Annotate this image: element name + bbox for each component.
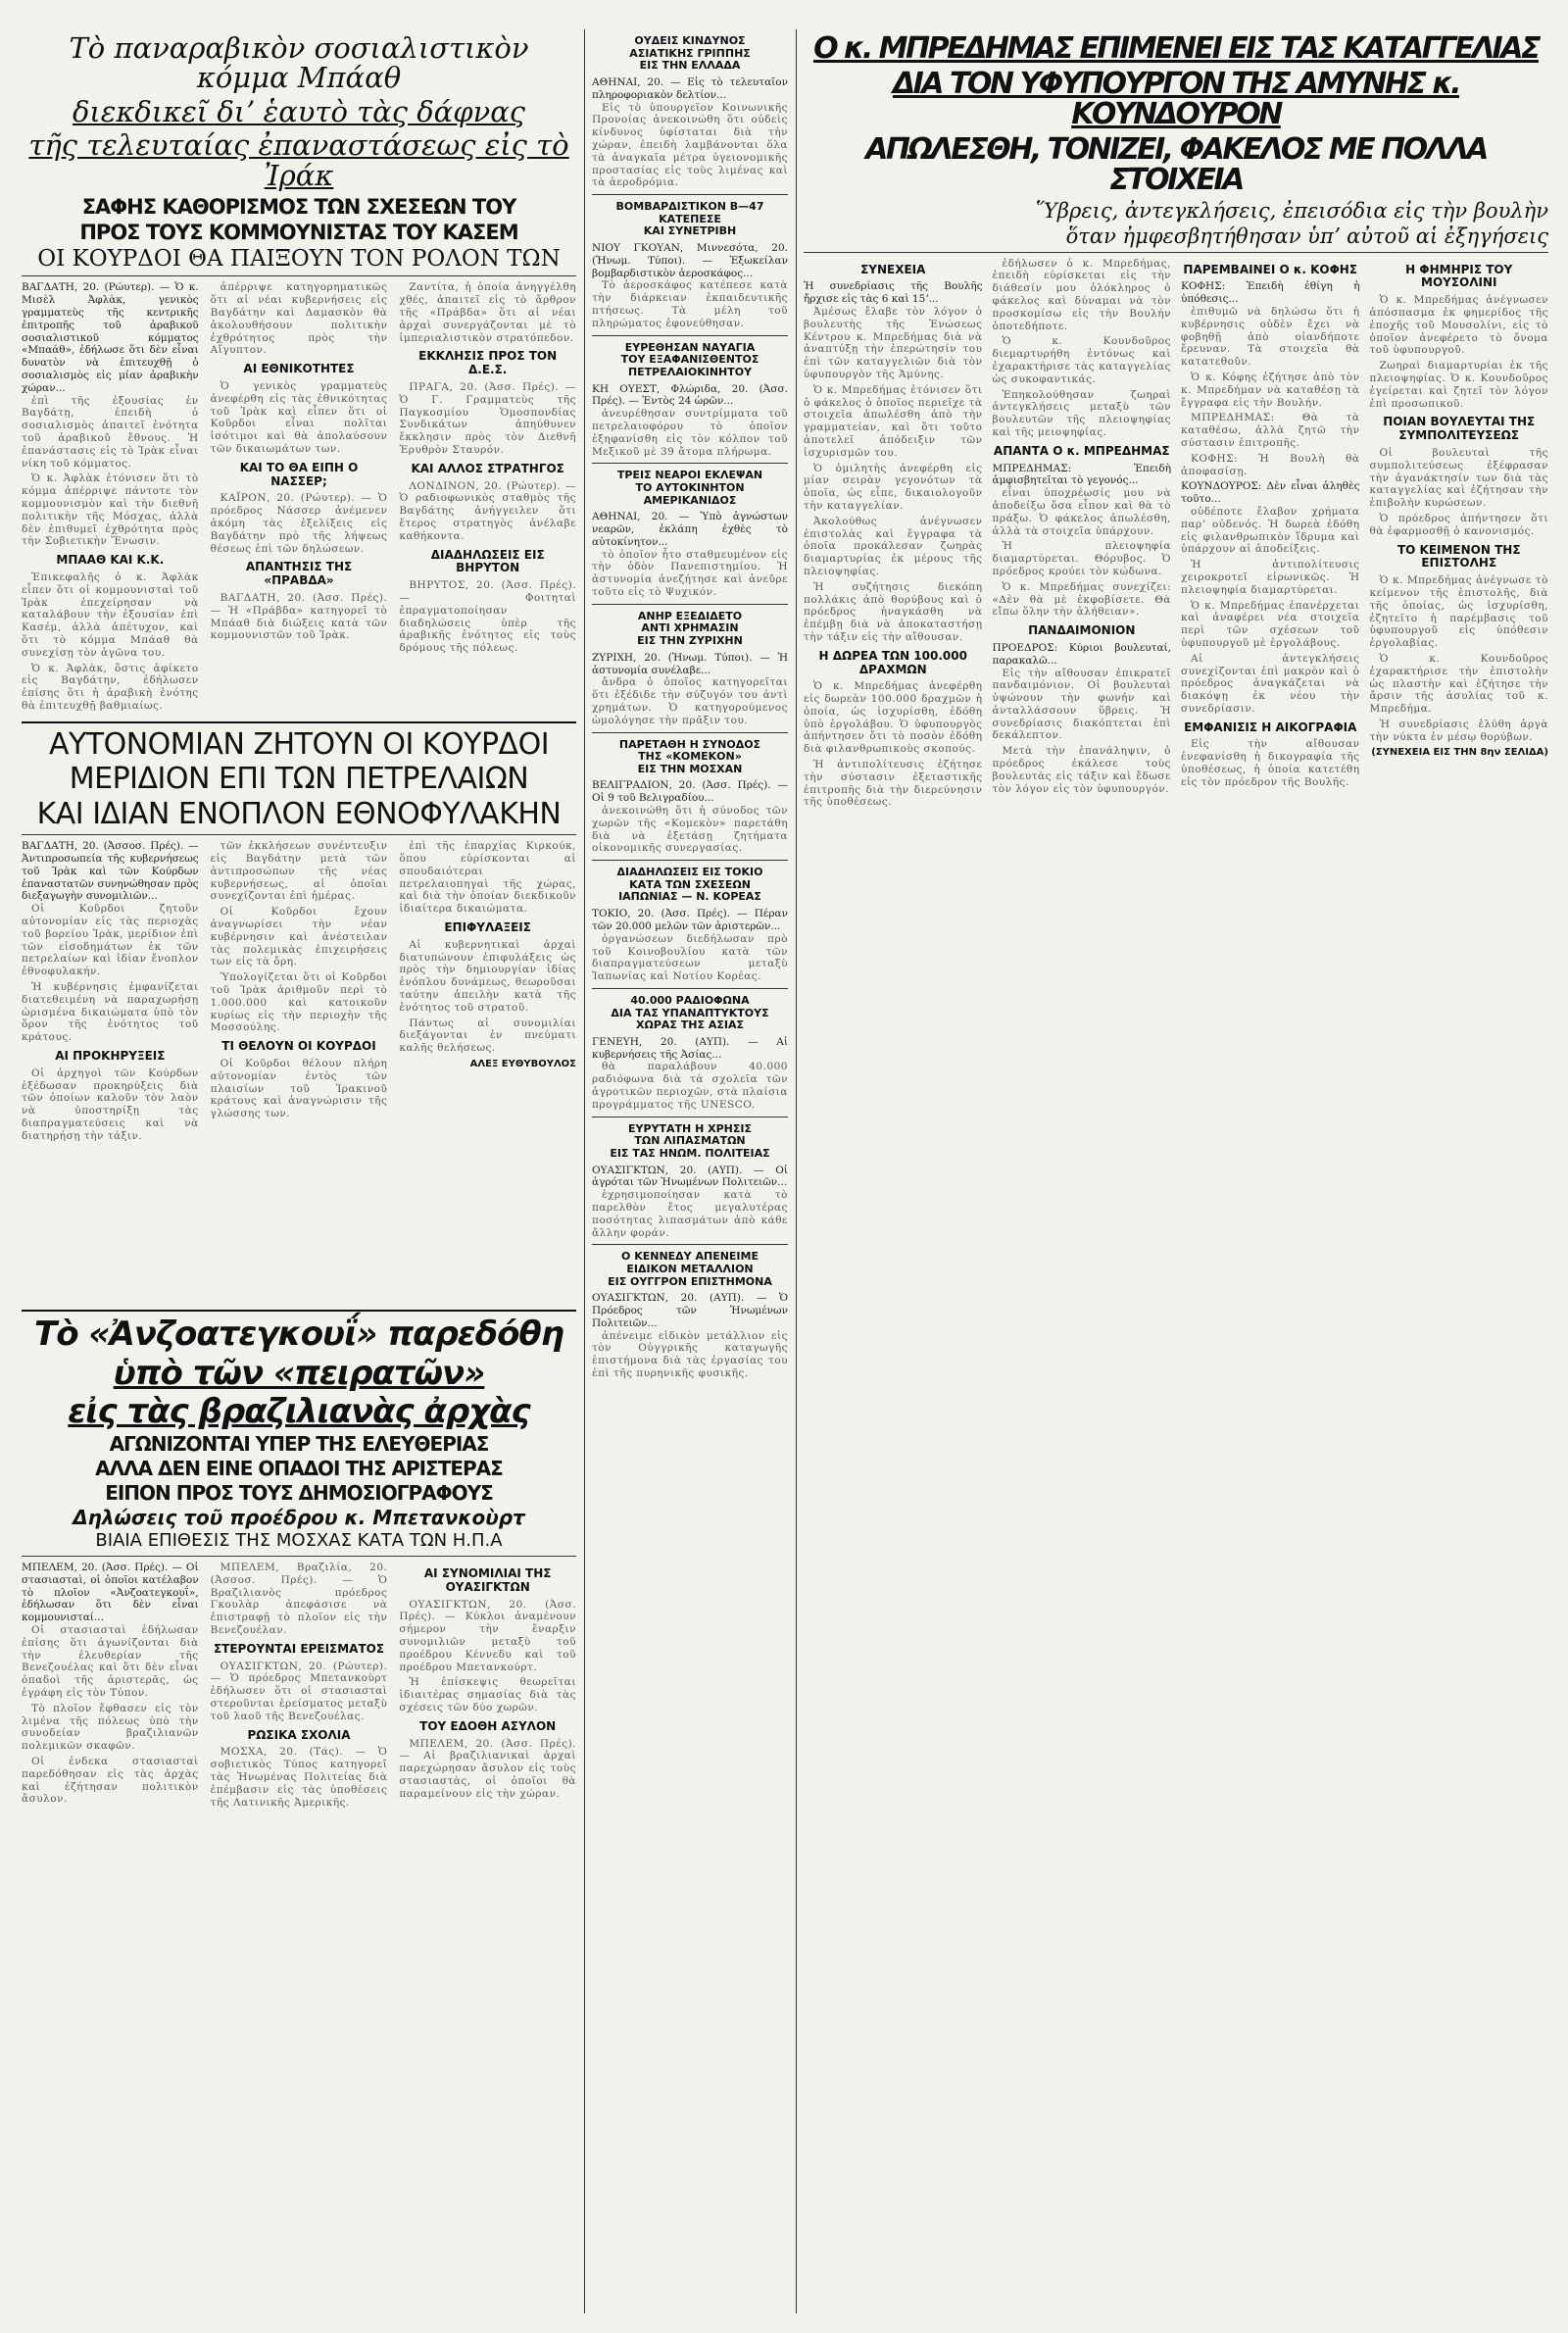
main-story-body: ΣΥΝΕΧΕΙΑ Ἡ συνεδρίασις τῆς Βουλῆς ἤρχισε εἰς τὰς 6 καὶ 15ʼ... Ἀμέσως ἔλαβε τὸν λόγον ὁ βουλευτὴς τῆς Ἑνώσεως Κέντρου κ. Μπρεδήμας διὰ νὰ ἀναπτύξῃ τὴν ἐπερώτησίν του ἐπὶ τῶν καταγγελιῶν διὰ τὸν ὑφυπουργὸν τῆς Ἀμύνης. Ὁ κ. Μπρεδήμας ἐτόνισεν ὅτι ὁ φάκελος ὁ ὁποῖος περιεῖχε τὰ στοιχεῖα ἀπωλέσθη ἀπὸ τὴν γραμματείαν, καὶ ὅτι τοῦτο ἀποτελεῖ ἀπόδειξιν τῶν ἰσχυρισμῶν του. Ὁ ὁμιλητὴς ἀνεφέρθη εἰς μίαν σειρὰν γεγονότων τὰ ὁποῖα, ὡς εἶπε, δικαιολογοῦν τὴν καταγγελίαν. Ἀκολούθως ἀνέγνωσεν ἐπιστολὰς καὶ ἔγγραφα τὰ ὁποῖα προκάλεσαν ζωηρὰς διαμαρτυρίας ἐκ μέρους τῆς πλειοψηφίας. Ἡ συζήτησις διεκόπη πολλάκις ἀπὸ θορύβους καὶ ὁ πρόεδρος ἠναγκάσθη νὰ ἐπέμβῃ διὰ νὰ ἀποκαταστήσῃ τὴν τάξιν εἰς τὴν αἴθουσαν. Η ΔΩΡΕΑ ΤΩΝ 100.000 ΔΡΑΧΜΩΝ Ὁ κ. Μπρεδήμας ἀνεφέρθη εἰς δωρεὰν 100.000 δραχμῶν ἡ ὁποία, ὡς ἰσχυρίσθη, ἐδόθη ὑπὸ ἐργολάβου. Ὁ ὑφυπουργὸς ἀπήντησεν ὅτι τὸ ποσὸν ἐδόθη διὰ φιλανθρωπικοὺς σκοπούς. Ἡ ἀντιπολίτευσις ἐζήτησε τὴν σύστασιν ἐξεταστικῆς ἐπιτροπῆς διὰ τὴν διερεύνησιν τῆς ὑποθέσεως. ἐδήλωσεν ὁ κ. Μπρεδήμας, ἐπειδὴ εὑρίσκεται εἰς τὴν διάθεσίν μου ὁλόκληρος ὁ φάκελος καὶ δύναμαι νὰ τὸν προσκομίσω εἰς τὴν Βουλήν ὁποτεδήποτε. Ὁ κ. Κουνδοῦρος διεμαρτυρήθη ἐντόνως καὶ ἐχαρακτήρισε τὰς καταγγελίας ὡς συκοφαντικάς. Ἐπηκολούθησαν ζωηραὶ ἀντεγκλήσεις μεταξὺ τῶν βουλευτῶν τῆς πλειοψηφίας καὶ τῆς μειοψηφίας. ΑΠΑΝΤΑ Ο κ. ΜΠΡΕΔΗΜΑΣ ΜΠΡΕΔΗΜΑΣ: Ἐπειδὴ ἀμφισβητεῖται τὸ γεγονός... εἶναι ὑποχρέωσίς μου νὰ ἀποδείξω ὅσα εἶπον καὶ θὰ τὸ πράξω. Ὁ φάκελος ἀπωλέσθη, ἀλλὰ τὰ στοιχεῖα ὑπάρχουν. Ἡ πλειοψηφία διαμαρτύρεται. Θόρυβος. Ὁ πρόεδρος κρούει τὸν κώδωνα. Ὁ κ. Μπρεδήμας συνεχίζει: «Δὲν θὰ μὲ ἐκφοβίσετε. Θὰ εἴπω ὅλην τὴν ἀλήθειαν». ΠΑΝΔΑΙΜΟΝΙΟΝ ΠΡΟΕΔΡΟΣ: Κύριοι βουλευταί, παρακαλῶ... Εἰς τὴν αἴθουσαν ἐπικρατεῖ πανδαιμόνιον. Οἱ βουλευταὶ ὑψώνουν τὴν φωνήν καὶ ἀνταλλάσσουν ὕβρεις. Ἡ συνεδρίασις διακόπτεται ἐπὶ δεκάλεπτον. Μετὰ τὴν ἐπανάληψιν, ὁ πρόεδρος ἐκάλεσε τοὺς βουλευτὰς εἰς τάξιν καὶ ἔδωσε τὸν λόγον εἰς τὸν ὑφυπουργόν. ΠΑΡΕΜΒΑΙΝΕΙ Ο κ. ΚΟΦΗΣ ΚΟΦΗΣ: Ἐπειδὴ ἐθίγη ἡ ὑπόθεσις... ἐπιθυμῶ νὰ δηλώσω ὅτι ἡ κυβέρνησις οὐδὲν ἔχει νὰ φοβηθῇ ἀπὸ οἱανδήποτε ἔρευναν. Τὰ στοιχεῖα θὰ κατατεθοῦν. Ὁ κ. Κόφης ἐζήτησε ἀπὸ τὸν κ. Μπρεδήμαν νὰ καταθέσῃ τὰ ἔγγραφα εἰς τὴν Βουλήν. ΜΠΡΕΔΗΜΑΣ: Θὰ τὰ καταθέσω, ἀλλὰ ζητῶ τὴν σύστασιν ἐπιτροπῆς. ΚΟΦΗΣ: Ἡ Βουλὴ θὰ ἀποφασίσῃ. ΚΟΥΝΔΟΥΡΟΣ: Δὲν εἶναι ἀληθὲς τοῦτο... οὐδέποτε ἔλαβον χρήματα παρʼ οὐδενός. Ἡ δωρεὰ ἐδόθη εἰς φιλανθρωπικὸν ἵδρυμα καὶ ὑπάρχουν αἱ ἀποδείξεις. Ἡ ἀντιπολίτευσις χειροκροτεῖ εἰρωνικῶς. Ἡ πλειοψηφία διαμαρτύρεται. Ὁ κ. Μπρεδήμας ἐπανέρχεται καὶ ἀναφέρει νέα στοιχεῖα περὶ τῶν σχέσεων τοῦ ὑφυπουργοῦ μὲ ἐργολάβους. Αἱ ἀντεγκλήσεις συνεχίζονται ἐπὶ μακρὸν καὶ ὁ πρόεδρος ἀναγκάζεται νὰ διακόψῃ ἐκ νέου τὴν συνεδρίασιν. ΕΜΦΑΝΙΣΙΣ Η ΑΙΚΟΓΡΑΦΙΑ Εἰς τὴν αἴθουσαν ἐνεφανίσθη ἡ δικογραφία τῆς ὑποθέσεως, ἡ ὁποία κατετέθη εἰς τὸν πρόεδρον τῆς Βουλῆς. Η ΦΗΜΗΡΙΣ ΤΟΥ ΜΟΥΣΟΛΙΝΙ Ὁ κ. Μπρεδήμας ἀνέγνωσεν ἀπόσπασμα ἐκ φημερίδος τῆς ἐποχῆς τοῦ Μουσολίνι, εἰς τὸ ὁποῖον ἀνεφέρετο τὸ ὄνομα τοῦ ὑφυπουργοῦ. Ζωηραὶ διαμαρτυρίαι ἐκ τῆς πλειοψηφίας. Ὁ κ. Κουνδοῦρος ἐγείρεται καὶ ζητεῖ τὸν λόγον ἐπὶ προσωπικοῦ. ΠΟΙΑΝ ΒΟΥΛΕΥΤΑΙ ΤΗΣ ΣΥΜΠΟΛΙΤΕΥΣΕΩΣ Οἱ βουλευταὶ τῆς συμπολιτεύσεως ἐξέφρασαν τὴν ἀγανάκτησίν των διὰ τὰς καταγγελίας καὶ ἐζήτησαν τὴν ἐπιβολὴν κυρώσεων. Ὁ πρόεδρος ἀπήντησεν ὅτι θὰ ἐφαρμοσθῇ ὁ κανονισμός. ΤΟ ΚΕΙΜΕΝΟΝ ΤΗΣ ΕΠΙΣΤΟΛΗΣ Ὁ κ. Μπρεδήμας ἀνέγνωσε τὸ κείμενον τῆς ἐπιστολῆς, διὰ τῆς ὁποίας, ὡς ἰσχυρίσθη, ἐζητεῖτο ἡ παρέμβασις τοῦ ὑφυπουργοῦ εἰς ὑπόθεσιν ἐργολαβίας. Ὁ κ. Κουνδοῦρος ἐχαρακτήρισε τὴν ἐπιστολὴν ὡς πλαστὴν καὶ ἐζήτησε τὴν ἄρσιν τῆς ἀσυλίας τοῦ κ. Μπρεδήμα. Ἡ συνεδρίασις ἐλύθη ἀργὰ τὴν νύκτα ἐν μέσῳ θορύβων. (ΣΥΝΕΧΕΙΑ ΕΙΣ ΤΗΝ 8ην ΣΕΛΙΔΑ) <box>804 257 1548 809</box>
subhead: ΠΑΡΕΜΒΑΙΝΕΙ Ο κ. ΚΟΦΗΣ <box>1183 262 1358 276</box>
brief-text: ΒΕΛΙΓΡΑΔΙΟΝ, 20. (Ἀσσ. Πρές). — Οἱ 9 τοῦ Βελιγραδίου... <box>592 779 788 805</box>
brief-text: ΓΕΝΕΥΗ, 20. (ΑΥΠ). — Αἱ κυβερνήσεις τῆς Ἀσίας... <box>592 1035 788 1061</box>
subhead: ΣΤΕΡΟΥΝΤΑΙ ΕΡΕΙΣΜΑΤΟΣ <box>213 1641 385 1656</box>
subhead: ΑΠΑΝΤΗΣΙΣ ΤΗΣ «ΠΡΑΒΔΑ» <box>245 560 353 588</box>
left-article-body <box>22 281 576 715</box>
subhead: ΔΙΑΔΗΛΩΣΕΙΣ ΕΙΣ ΒΗΡΥΤΟΝ <box>430 547 545 575</box>
subhead: ΑΙ ΠΡΟΚΗΡΥΞΕΙΣ <box>55 1048 166 1063</box>
continued-label: ΣΥΝΕΧΕΙΑ <box>860 262 926 276</box>
article-text: ἐπὶ τῆς ἐπαρχίας Κιρκούκ, ὅπου εὑρίσκονται αἱ σπουδαιότεραι πετρελαιοπηγαὶ τῆς χώρας, καὶ διὰ τὴν ὁποίαν διεκδικοῦν ἰδιαίτερα δικαιώματα. <box>399 840 576 916</box>
main-subhead-line2: ὅταν ἠμφεσβητήθησαν ὑπʼ αὐτοῦ αἱ ἐξηγήσεις <box>1065 223 1548 248</box>
subhead: ΕΜΦΑΝΙΣΙΣ Η ΑΙΚΟΓΡΑΦΙΑ <box>1184 720 1357 734</box>
article-text: ΟΥΑΣΙΓΚΤΩΝ, 20. (Ἀσσ. Πρές). — Κύκλοι ἀναμένουν σήμερον τὴν ἔναρξιν συνομιλιῶν μεταξὺ τοῦ προέδρου Κέννεδυ καὶ τοῦ προέδρου Μπετανκούρτ. Ἡ ἐπίσκεψις θεωρεῖται ἰδιαιτέρας σημασίας διὰ τὰς σχέσεις τῶν δύο χωρῶν. <box>399 1598 576 1713</box>
article-text: Αἱ κυβερνητικαὶ ἀρχαὶ διατυπώνουν ἐπιφυλάξεις ὡς πρὸς τὴν δημιουργίαν ἰδίας ἐνόπλου δυνάμεως, θεωροῦσαι ταύτην ἀπειλὴν κατὰ τῆς ἑνότητος τοῦ στρατοῦ. Πάντως αἱ συνομιλίαι διεξάγονται ἐν πνεύματι καλῆς θελήσεως. <box>399 938 576 1055</box>
subhead: ΑΙ ΣΥΝΟΜΙΛΙΑΙ ΤΗΣ ΟΥΑΣΙΓΚΤΩΝ <box>423 1565 552 1594</box>
subhead: ΤΟΥ ΕΔΟΘΗ ΑΣΥΛΟΝ <box>419 1718 557 1733</box>
headline-line3: τῆς τελευταίας ἐπαναστάσεως εἰς τὸ Ἰράκ <box>28 128 569 192</box>
brief-headline: ΟΥΔΕΙΣ ΚΙΝΔΥΝΟΣ ΑΣΙΑΤΙΚΗΣ ΓΡΙΠΠΗΣ ΕΙΣ ΤΗΝ ΕΛΛΑΔΑ <box>629 34 751 73</box>
left-article <box>22 29 576 1323</box>
brief-text: ΝΙΟΥ ΓΚΟΥΑΝ, Μιννεσότα, 20. (Ἡνωμ. Τύποι). — Ἐξωκείλαν βομβαρδιστικὸν ἀεροσκάφος... <box>592 242 788 279</box>
subhead: ΡΩΣΙΚΑ ΣΧΟΛΙΑ <box>247 1727 351 1742</box>
subhead: ΠΑΝΔΑΙΜΟΝΙΟΝ <box>1028 623 1136 638</box>
headline-line6: ΟΙ ΚΟΥΡΔΟΙ ΘΑ ΠΑΙΞΟΥΝ ΤΟΝ ΡΟΛΟΝ ΤΩΝ <box>37 246 561 273</box>
kurds-headline-line2: ΜΕΡΙΔΙΟΝ ΕΠΙ ΤΩΝ ΠΕΤΡΕΛΑΙΩΝ <box>69 762 529 797</box>
news-briefs-column: ΟΥΔΕΙΣ ΚΙΝΔΥΝΟΣ ΑΣΙΑΤΙΚΗΣ ΓΡΙΠΠΗΣ ΕΙΣ ΤΗΝ ΕΛΛΑΔΑ ΑΘΗΝΑΙ, 20. — Εἰς τὸ τελευταῖον πληροφοριακὸν δελτίον... Εἰς τὸ ὑπουργεῖον Κοινωνικῆς Προνοίας ἀνεκοινώθη ὅτι οὐδεὶς κίνδυνος ὑφίσταται διὰ τὴν χώραν, ἐπειδὴ λαμβάνονται ὅλα τὰ ἀναγκαῖα μέτρα ὑγειονομικῆς προστασίας εἰς τοὺς λιμένας καὶ τὰ ἀεροδρόμια. ΒΟΜΒΑΡΔΙΣΤΙΚΟΝ Β—47 ΚΑΤΕΠΕΣΕ ΚΑΙ ΣΥΝΕΤΡΙΒΗ ΝΙΟΥ ΓΚΟΥΑΝ, Μιννεσότα, 20. (Ἡνωμ. Τύποι). — Ἐξωκείλαν βομβαρδιστικὸν ἀεροσκάφος... Τὸ ἀεροσκάφος κατέπεσε κατὰ τὴν διάρκειαν ἐκπαιδευτικῆς πτήσεως. Τὰ μέλη τοῦ πληρώματος ἐφονεύθησαν. ΕΥΡΕΘΗΣΑΝ ΝΑΥΑΓΙΑ ΤΟΥ ΕΞΑΦΑΝΙΣΘΕΝΤΟΣ ΠΕΤΡΕΛΑΙΟΚΙΝΗΤΟΥ ΚΗ ΟΥΕΣΤ, Φλώριδα, 20. (Ἀσσ. Πρές). — Ἐντὸς 24 ὡρῶν... ἀνευρέθησαν συντρίμματα τοῦ πετρελαιοφόρου τὸ ὁποῖον ἐξηφανίσθη εἰς τὸν κόλπον τοῦ Μεξικοῦ μὲ 39 ἄτομα πλήρωμα. ΤΡΕΙΣ ΝΕΑΡΟΙ ΕΚΛΕΨΑΝ ΤΟ ΑΥΤΟΚΙΝΗΤΟΝ ΑΜΕΡΙΚΑΝΙΔΟΣ ΑΘΗΝΑΙ, 20. — Ὑπὸ ἀγνώστων νεαρῶν, ἐκλάπη ἐχθὲς τὸ αὐτοκίνητον... τὸ ὁποῖον ἦτο σταθμευμένον εἰς τὴν ὁδὸν Πανεπιστημίου. Ἡ ἀστυνομία ἀνεζήτησε καὶ ἀνεῦρε τοῦτο εἰς τὸ Ψυχικόν. ΑΝΗΡ ΕΞΕΔΙΔΕΤΟ ΑΝΤΙ ΧΡΗΜΑΣΙΝ ΕΙΣ ΤΗΝ ΖΥΡΙΧΗΝ ΖΥΡΙΧΗ, 20. (Ἡνωμ. Τύποι). — Ἡ ἀστυνομία συνέλαβε... ἄνδρα ὁ ὁποῖος κατηγορεῖται ὅτι ἐξέδιδε τὴν σύζυγόν του ἀντὶ χρημάτων. Ὁ κατηγορούμενος ὡμολόγησε τὴν πρᾶξιν του. ΠΑΡΕΤΑΘΗ Η ΣΥΝΟΔΟΣ ΤΗΣ «ΚΟΜΕΚΟΝ» ΕΙΣ ΤΗΝ ΜΟΣΧΑΝ ΒΕΛΙΓΡΑΔΙΟΝ, 20. (Ἀσσ. Πρές). — Οἱ 9 τοῦ Βελιγραδίου... ἀνεκοινώθη ὅτι ἡ σύνοδος τῶν χωρῶν τῆς «Κομεκὸν» παρετάθη διὰ νὰ ἐξετάσῃ ζητήματα οἰκονομικῆς συνεργασίας. ΔΙΑΔΗΛΩΣΕΙΣ ΕΙΣ ΤΟΚΙΟ ΚΑΤΑ ΤΩΝ ΣΧΕΣΕΩΝ ΙΑΠΩΝΙΑΣ — Ν. ΚΟΡΕΑΣ ΤΟΚΙΟ, 20. (Ἀσσ. Πρές). — Πέραν τῶν 20.000 μελῶν τῶν ἀριστερῶν... ὀργανώσεων διεδήλωσαν πρὸ τοῦ Κοινοβουλίου κατὰ τῶν διαπραγματεύσεων μεταξὺ Ἰαπωνίας καὶ Νοτίου Κορέας. 40.000 ΡΑΔΙΟΦΩΝΑ ΔΙΑ ΤΑΣ ΥΠΑΝΑΠΤΥΚΤΟΥΣ ΧΩΡΑΣ ΤΗΣ ΑΣΙΑΣ ΓΕΝΕΥΗ, 20. (ΑΥΠ). — Αἱ κυβερνήσεις τῆς Ἀσίας... θὰ παραλάβουν 40.000 ραδιόφωνα διὰ τὰ σχολεῖα τῶν ἀγροτικῶν περιοχῶν, στὰ πλαίσια προγράμματος τῆς UNESCO. ΕΥΡΥΤΑΤΗ Η ΧΡΗΣΙΣ ΤΩΝ ΛΙΠΑΣΜΑΤΩΝ ΕΙΣ ΤΑΣ ΗΝΩΜ. ΠΟΛΙΤΕΙΑΣ ΟΥΑΣΙΓΚΤΩΝ, 20. (ΑΥΠ). — Οἱ ἀγρόται τῶν Ἡνωμένων Πολιτειῶν... ἐχρησιμοποίησαν κατὰ τὸ παρελθὸν ἔτος μεγαλυτέρας ποσότητας λιπασμάτων ἀπὸ κάθε ἄλλην φοράν. Ο ΚΕΝΝΕΔΥ ΑΠΕΝΕΙΜΕ ΕΙΔΙΚΟΝ ΜΕΤΑΛΛΙΟΝ ΕΙΣ ΟΥΓΓΡΟΝ ΕΠΙΣΤΗΜΟΝΑ ΟΥΑΣΙΓΚΤΩΝ, 20. (ΑΥΠ). — Ὁ Πρόεδρος τῶν Ἡνωμένων Πολιτειῶν... ἀπένειμε εἰδικὸν μετάλλιον εἰς τὸν Οὐγγρικῆς καταγωγῆς ἐπιστήμονα διὰ τὰς ἐργασίας του ἐπὶ τῆς πυρηνικῆς φυσικῆς. <box>592 34 788 1380</box>
ship-article <box>22 1304 576 2313</box>
dateline: ΒΑΓΔΑΤΗ, 20. (Ρώυτερ). — Ὁ κ. Μισὲλ Ἀφλὰκ, γενικὸς γραμματεὺς τῆς κεντρικῆς ἐπιτροπῆς τοῦ ἀραβικοῦ σοσιαλιστικοῦ κόμματος «Μπαάθ», ἐδήλωσε ὅτι δὲν εἶναι δυνατὸν νὰ ἐπιτευχθῇ ὁ σοσιαλισμὸς εἰς μίαν ἀραβικὴν χώραν... <box>22 281 199 394</box>
ship-subhead-line1: ΑΓΩΝΙΖΟΝΤΑΙ ΥΠΕΡ ΤΗΣ ΕΛΕΥΘΕΡΙΑΣ <box>109 1432 489 1457</box>
brief-text: ΑΘΗΝΑΙ, 20. — Ὑπὸ ἀγνώστων νεαρῶν, ἐκλάπη ἐχθὲς τὸ αὐτοκίνητον... <box>592 511 788 548</box>
main-headline-line2: ΔΙΑ ΤΟΝ ΥΦΥΠΟΥΡΓΟΝ ΤΗΣ ΑΜΥΝΗΣ κ. ΚΟΥΝΔΟΥΡΟΝ <box>892 66 1460 131</box>
brief-headline: ΠΑΡΕΤΑΘΗ Η ΣΥΝΟΔΟΣ ΤΗΣ «ΚΟΜΕΚΟΝ» ΕΙΣ ΤΗΝ ΜΟΣΧΑΝ <box>618 737 761 775</box>
brief-text: ΑΘΗΝΑΙ, 20. — Εἰς τὸ τελευταῖον πληροφοριακὸν δελτίον... <box>592 75 788 101</box>
brief-headline: ΕΥΡΕΘΗΣΑΝ ΝΑΥΑΓΙΑ ΤΟΥ ΕΞΑΦΑΝΙΣΘΕΝΤΟΣ ΠΕΤΡΕΛΑΙΟΚΙΝΗΤΟΥ <box>620 340 760 378</box>
article-text: Οἱ Κοῦρδοι θέλουν πλήρη αὐτονομίαν ἐντὸς τῶν πλαισίων τοῦ Ἰρακινοῦ κράτους καὶ ἀναγνώρισιν τῆς γλώσσης των. <box>210 1057 388 1120</box>
subhead: ΠΟΙΑΝ ΒΟΥΛΕΥΤΑΙ ΤΗΣ ΣΥΜΠΟΛΙΤΕΥΣΕΩΣ <box>1383 415 1536 443</box>
ship-subhead-line3: ΕΙΠΟΝ ΠΡΟΣ ΤΟΥΣ ΔΗΜΟΣΙΟΓΡΑΦΟΥΣ <box>105 1481 493 1506</box>
subhead: ΚΑΙ ΑΛΛΟΣ ΣΤΡΑΤΗΓΟΣ <box>411 461 564 475</box>
kurds-headline-line1: ΑΥΤΟΝΟΜΙΑΝ ΖΗΤΟΥΝ ΟΙ ΚΟΥΡΔΟΙ <box>48 726 550 762</box>
brief-headline: ΤΡΕΙΣ ΝΕΑΡΟΙ ΕΚΛΕΨΑΝ ΤΟ ΑΥΤΟΚΙΝΗΤΟΝ ΑΜΕΡΙΚΑΝΙΔΟΣ <box>616 469 763 507</box>
ship-article-body <box>22 1562 576 1812</box>
main-headline-line3: ΑΠΩΛΕΣΘΗ, ΤΟΝΙΖΕΙ, ΦΑΚΕΛΟΣ ΜΕ ΠΟΛΛΑ ΣΤΟΙΧΕΙΑ <box>865 131 1487 197</box>
headline-line1: Τὸ παναραβικὸν σοσιαλιστικὸν κόμμα Μπάαθ <box>69 31 529 95</box>
speaker-line: ΜΠΡΕΔΗΜΑΣ: Ἐπειδὴ ἀμφισβητεῖται τὸ γεγονός... <box>992 462 1171 487</box>
brief-headline: ΒΟΜΒΑΡΔΙΣΤΙΚΟΝ Β—47 ΚΑΤΕΠΕΣΕ ΚΑΙ ΣΥΝΕΤΡΙΒΗ <box>615 200 764 238</box>
headline-line5: ΠΡΟΣ ΤΟΥΣ ΚΟΜΜΟΥΝΙΣΤΑΣ ΤΟΥ ΚΑΣΕΜ <box>79 221 518 245</box>
brief-headline: Ο ΚΕΝΝΕΔΥ ΑΠΕΝΕΙΜΕ ΕΙΔΙΚΟΝ ΜΕΤΑΛΛΙΟΝ ΕΙΣ ΟΥΓΓΡΟΝ ΕΠΙΣΤΗΜΟΝΑ <box>608 1250 772 1288</box>
article-text: ΜΟΣΧΑ, 20. (Τάς). — Ὁ σοβιετικὸς Τύπος κατηγορεῖ τὰς Ἡνωμένας Πολιτείας διὰ ἐπέμβασιν εἰς τὰς ὑποθέσεις τῆς Λατινικῆς Ἀμερικῆς. <box>210 1746 388 1809</box>
article-text: ΒΑΓΔΑΤΗ, 20. (Ἀσσ. Πρές). — Ἡ «Πράβδα» κατηγορεῖ τὸ Μπάαθ διὰ διώξεις κατὰ τῶν κομμουνιστῶν τοῦ Ἰρὰκ. <box>210 591 388 642</box>
continued-on-page: (ΣΥΝΕΧΕΙΑ ΕΙΣ ΤΗΝ 8ην ΣΕΛΙΔΑ) <box>1371 747 1548 759</box>
brief-text: ΚΗ ΟΥΕΣΤ, Φλώριδα, 20. (Ἀσσ. Πρές). — Ἐντὸς 24 ὡρῶν... <box>592 382 788 408</box>
article-text: ΜΠΕΛΕΜ, Βραζιλία, 20. (Ἀσσοσ. Πρές). — Ὁ Βραζιλιανὸς πρόεδρος Γκουλὰρ ἀπεφάσισε νὰ ἐπιστραφῇ τὸ πλοῖον εἰς τὴν Βενεζουέλαν. <box>210 1561 388 1636</box>
article-text: Οἱ ἀρχηγοὶ τῶν Κούρδων ἐξέδωσαν προκηρύξεις διὰ τῶν ὁποίων καλοῦν τὸν λαὸν νὰ ὑποστηρίξῃ τὰς διαπραγματεύσεις καὶ νὰ διατηρήσῃ τὴν τάξιν. <box>22 1067 199 1142</box>
brief-text: ΟΥΑΣΙΓΚΤΩΝ, 20. (ΑΥΠ). — Οἱ ἀγρόται τῶν Ἡνωμένων Πολιτειῶν... <box>592 1164 788 1189</box>
speaker-line: ΠΡΟΕΔΡΟΣ: Κύριοι βουλευταί, παρακαλῶ... <box>992 641 1171 667</box>
ship-headline-line1: Τὸ «Ἀνζοατεγκουΐ» παρεδόθη <box>34 1315 564 1354</box>
main-subhead-line1: Ὕβρεις, ἀντεγκλήσεις, ἐπεισόδια εἰς τὴν βουλὴν <box>1035 198 1548 223</box>
brief-headline: 40.000 ΡΑΔΙΟΦΩΝΑ ΔΙΑ ΤΑΣ ΥΠΑΝΑΠΤΥΚΤΟΥΣ ΧΩΡΑΣ ΤΗΣ ΑΣΙΑΣ <box>611 993 769 1032</box>
kurds-article-body <box>22 840 576 1145</box>
main-headline-line1: Ο κ. ΜΠΡΕΔΗΜΑΣ ΕΠΙΜΕΝΕΙ ΕΙΣ ΤΑΣ ΚΑΤΑΓΓΕΛΙΑΣ <box>813 31 1539 66</box>
dateline: ΒΑΓΔΑΤΗ, 20. (Ἀσσοσ. Πρές). — Ἀντιπροσωπεία τῆς κυβερνήσεως τοῦ Ἰρὰκ καὶ τῶν Κούρδων ἐπαναστατῶν συνηνώθησαν πρὸς διεξαγωγὴν συνομιλιῶν... <box>22 840 199 903</box>
subhead: ΑΠΑΝΤΑ Ο κ. ΜΠΡΕΔΗΜΑΣ <box>993 443 1170 458</box>
speaker-line: ΚΟΦΗΣ: Ἐπειδὴ ἐθίγη ἡ ὑπόθεσις... <box>1181 280 1360 306</box>
ship-headline-line3: εἰς τὰς βραζιλιανὰς ἀρχὰς <box>68 1392 530 1432</box>
brief-text: ΟΥΑΣΙΓΚΤΩΝ, 20. (ΑΥΠ). — Ὁ Πρόεδρος τῶν Ἡνωμένων Πολιτειῶν... <box>592 1292 788 1329</box>
article-text: Ὁ γενικὸς γραμματεὺς ἀνεφέρθη εἰς τὰς ἐθνικότητας τοῦ Ἰρὰκ καὶ εἶπεν ὅτι οἱ Κοῦρδοι εἶναι πολῖται ἰσότιμοι καὶ θὰ ἀπολαύσουν τῶν δικαιωμάτων των. <box>210 380 388 455</box>
headline-line2: διεκδικεῖ διʼ ἑαυτὸ τὰς δάφνας <box>72 94 526 128</box>
article-text: Οἱ Κοῦρδοι ζητοῦν αὐτονομίαν εἰς τὰς περιοχὰς τοῦ βορείου Ἰρὰκ, μερίδιον ἐπὶ τῶν εἰσοδημάτων ἐκ τῶν πετρελαίων καὶ ἰδίαν ἔνοπλον ἐθνοφυλακήν. Ἡ κυβέρνησις ἐμφανίζεται διατεθειμένη νὰ παραχωρήσῃ ὡρισμένα δικαιώματα ὑπὸ τὸν ὅρον τῆς ἑνότητος τοῦ κράτους. <box>22 903 199 1044</box>
subhead: ΚΑΙ ΤΟ ΘΑ ΕΙΠΗ Ο ΝΑΣΣΕΡ; <box>239 460 359 488</box>
article-text: Οἱ στασιασταὶ ἐδήλωσαν ἐπίσης ὅτι ἀγωνίζονται διὰ τὴν ἐλευθερίαν τῆς Βενεζουέλας καὶ ὅτι δὲν εἶναι ὀπαδοὶ τῆς ἀριστερᾶς, ὡς ἐγράφη εἰς τὸν Τύπον. Τὸ πλοῖον ἔφθασεν εἰς τὸν λιμένα τῆς πόλεως ὑπὸ τὴν συνοδείαν βραζιλιανῶν πολεμικῶν σκαφῶν. Οἱ ἐνδεκα στασιασταὶ παρεδόθησαν εἰς τὰς ἀρχὰς καὶ ἐζήτησαν πολιτικὸν ἄσυλον. <box>22 1623 199 1806</box>
article-text: Ἐπικεφαλῆς ὁ κ. Ἀφλὰκ εἶπεν ὅτι οἱ κομμουνισταὶ τοῦ Ἰρὰκ ἐπεχείρησαν νὰ καταλάβουν τὴν ἐξουσίαν ἐπὶ Κασέμ, ἀλλὰ ἀπέτυχον, καὶ ὅτι τὸ κόμμα Μπάαθ θὰ συνεχίσῃ τὸν ἀγῶνα του. Ὁ κ. Ἀφλὰκ, ὅστις ἀφίκετο εἰς Βαγδάτην, ἐδήλωσεν ἐπίσης ὅτι ἡ ἀραβικὴ ἑνότης θὰ ἐπιτευχθῇ βαθμιαίως. <box>22 571 199 712</box>
article-text: ΠΡΑΓΑ, 20. (Ἀσσ. Πρές). — Ὁ Γ. Γραμματεὺς τῆς Παγκοσμίου Ὁμοσπονδίας Συνδικάτων ἀπηύθυνεν ἔκκλησιν πρὸς τὸν Διεθνῆ Ἐρυθρὸν Σταυρόν. <box>399 381 576 456</box>
article-text: Ἡ συνεδρίασις τῆς Βουλῆς ἤρχισε εἰς τὰς 6 καὶ 15ʼ... <box>804 280 983 306</box>
column-rule <box>796 29 797 2313</box>
subhead: ΕΚΚΛΗΣΙΣ ΠΡΟΣ ΤΟΝ Δ.Ε.Σ. <box>418 349 558 377</box>
ship-headline-line2: ὑπὸ τῶν «πειρατῶν» <box>113 1353 485 1393</box>
article-text: ΜΠΕΛΕΜ, 20. (Ἀσσ. Πρές). — Αἱ βραζιλιανικαὶ ἀρχαὶ παρεχώρησαν ἄσυλον εἰς τοὺς στασιαστὰς, οἱ ὁποῖοι θὰ παραμείνουν εἰς τὴν χώραν. <box>399 1737 576 1800</box>
ship-subhead-line5: ΒΙΑΙΑ ΕΠΙΘΕΣΙΣ ΤΗΣ ΜΟΣΧΑΣ ΚΑΤΑ ΤΩΝ Η.Π.Α <box>95 1530 503 1552</box>
ship-subhead-line2: ΑΛΛΑ ΔΕΝ ΕΙΝΕ ΟΠΑΔΟΙ ΤΗΣ ΑΡΙΣΤΕΡΑΣ <box>95 1457 503 1481</box>
article-text: Ζαντίτα, ἡ ὁποία ἀνηγγέλθη χθές, ἀπαιτεῖ εἰς τὸ ἄρθρον τῆς «Πράβδα» ὅτι αἱ νέαι ἀρχαὶ συνεργάζονται μὲ τὸ ἰμπεριαλιστικὸν στρατόπεδον. <box>399 281 576 344</box>
brief-headline: ΑΝΗΡ ΕΞΕΔΙΔΕΤΟ ΑΝΤΙ ΧΡΗΜΑΣΙΝ ΕΙΣ ΤΗΝ ΖΥΡΙΧΗΝ <box>637 609 743 648</box>
subhead: ΜΠΑΑΘ ΚΑΙ Κ.Κ. <box>56 553 165 568</box>
subhead: ΤΟ ΚΕΙΜΕΝΟΝ ΤΗΣ ΕΠΙΣΤΟΛΗΣ <box>1396 542 1521 571</box>
kurds-headline-line3: ΚΑΙ ΙΔΙΑΝ ΕΝΟΠΛΟΝ ΕΘΝΟΦΥΛΑΚΗΝ <box>36 796 562 831</box>
brief-headline: ΕΥΡΥΤΑΤΗ Η ΧΡΗΣΙΣ ΤΩΝ ΛΙΠΑΣΜΑΤΩΝ ΕΙΣ ΤΑΣ ΗΝΩΜ. ΠΟΛΙΤΕΙΑΣ <box>610 1121 770 1160</box>
subhead: ΑΙ ΕΘΝΙΚΟΤΗΤΕΣ <box>243 362 355 376</box>
column-rule <box>584 29 585 2313</box>
article-text: ΒΗΡΥΤΟΣ, 20. (Ἀσσ. Πρές). — Φοιτηταὶ ἐπραγματοποίησαν διαδηλώσεις ὑπὲρ τῆς ἀραβικῆς ἑνότητος εἰς τοὺς δρόμους τῆς πόλεως. <box>399 579 576 655</box>
subhead: ΤΙ ΘΕΛΟΥΝ ΟΙ ΚΟΥΡΔΟΙ <box>221 1039 376 1054</box>
brief-headline: ΔΙΑΔΗΛΩΣΕΙΣ ΕΙΣ ΤΟΚΙΟ ΚΑΤΑ ΤΩΝ ΣΧΕΣΕΩΝ ΙΑΠΩΝΙΑΣ — Ν. ΚΟΡΕΑΣ <box>616 866 763 904</box>
dateline: ΜΠΕΛΕΜ, 20. (Ἀσσ. Πρές). — Οἱ στασιασταὶ, οἱ ὁποῖοι κατέλαβον τὸ πλοῖον «Ἀνζοατεγκουΐ», ἐδήλωσαν ὅτι δὲν εἶναι κομμουνισταί... <box>22 1561 199 1624</box>
brief-text: ΖΥΡΙΧΗ, 20. (Ἡνωμ. Τύποι). — Ἡ ἀστυνομία συνέλαβε... <box>592 651 788 676</box>
ship-subhead-line4: Δηλώσεις τοῦ προέδρου κ. Μπετανκοὺρτ <box>73 1506 525 1530</box>
main-story <box>804 29 1548 2313</box>
speaker-line: ΚΟΥΝΔΟΥΡΟΣ: Δὲν εἶναι ἀληθὲς τοῦτο... <box>1181 480 1360 506</box>
subhead: Η ΦΗΜΗΡΙΣ ΤΟΥ ΜΟΥΣΟΛΙΝΙ <box>1405 262 1513 290</box>
article-text: ἀπέρριψε κατηγορηματικῶς ὅτι αἱ νέαι κυβερνήσεις εἰς Βαγδάτην καὶ Δαμασκὸν θὰ ἀκολουθήσουν πολιτικὴν ἐχθρότητος πρὸς τὴν Αἴγυπτον. <box>210 281 388 357</box>
headline-line4: ΣΑΦΗΣ ΚΑΘΟΡΙΣΜΟΣ ΤΩΝ ΣΧΕΣΕΩΝ ΤΟΥ <box>81 195 516 220</box>
byline: ΑΛΕΞ ΕΥΘΥΒΟΥΛΟΣ <box>469 1058 576 1069</box>
subhead: Η ΔΩΡΕΑ ΤΩΝ 100.000 ΔΡΑΧΜΩΝ <box>818 648 967 676</box>
article-text: ΛΟΝΔΙΝΟΝ, 20. (Ρώυτερ). — Ὁ ραδιοφωνικὸς σταθμὸς τῆς Βαγδάτης ἀνήγγειλεν ὅτι ἕτερος στρατηγὸς ἀνέλαβε καθήκοντα. <box>399 479 576 542</box>
subhead: ΕΠΙΦΥΛΑΞΕΙΣ <box>444 920 531 934</box>
article-text: τῶν ἐκκλήσεων συνέντευξιν εἰς Βαγδάτην μετὰ τῶν ἀντιπροσώπων τῆς νέας κυβερνήσεως, αἱ ὁποῖαι συνεχίζονται ἐπὶ ἡμέρας. Οἱ Κοῦρδοι ἔχουν ἀναγνωρίσει τὴν νέαν κυβέρνησιν καὶ ἀνέστειλαν τὰς πολεμικὰς ἐπιχειρήσεις των εἰς τὰ ὄρη. Ὑπολογίζεται ὅτι οἱ Κοῦρδοι τοῦ Ἰρὰκ ἀριθμοῦν περὶ τὸ 1.000.000 καὶ κατοικοῦν κυρίως εἰς τὴν περιοχὴν τῆς Μοσσούλης. <box>210 840 388 1034</box>
article-text: ΚΑΪΡΟΝ, 20. (Ρώυτερ). — Ὁ πρόεδρος Νάσσερ ἀνέμενεν ἀκόμη τὰς ἐξελίξεις εἰς Βαγδάτην πρὸ τῆς λήψεως θέσεως ἐπὶ τῶν δηλώσεων. <box>210 492 388 555</box>
article-text: ἐπὶ τῆς ἐξουσίας ἐν Βαγδάτῃ, ἐπειδὴ ὁ σοσιαλισμὸς ἀπαιτεῖ ἑνότητα τοῦ ἀραβικοῦ ἔθνους. Ἡ ἐπανάστασις εἰς τὸ Ἰρὰκ εἶναι νίκη τοῦ κόμματος. Ὁ κ. Ἀφλὰκ ἐτόνισεν ὅτι τὸ κόμμα ἀπέρριψε πάντοτε τὸν κομμουνισμὸν καὶ τὴν διεθνῆ πολιτικὴν τῆς Μόσχας, ἀλλὰ δὲν ἐπιθυμεῖ ἐχθρότητα πρὸς τὴν Σοβιετικὴν Ἕνωσιν. <box>22 394 199 548</box>
article-text: ΟΥΑΣΙΓΚΤΩΝ, 20. (Ρώυτερ). — Ὁ πρόεδρος Μπετανκοὺρτ ἐδήλωσεν ὅτι οἱ στασιασταὶ στεροῦνται ἐρείσματος μεταξὺ τοῦ λαοῦ τῆς Βενεζουέλας. <box>210 1660 388 1722</box>
brief-text: ΤΟΚΙΟ, 20. (Ἀσσ. Πρές). — Πέραν τῶν 20.000 μελῶν τῶν ἀριστερῶν... <box>592 908 788 932</box>
